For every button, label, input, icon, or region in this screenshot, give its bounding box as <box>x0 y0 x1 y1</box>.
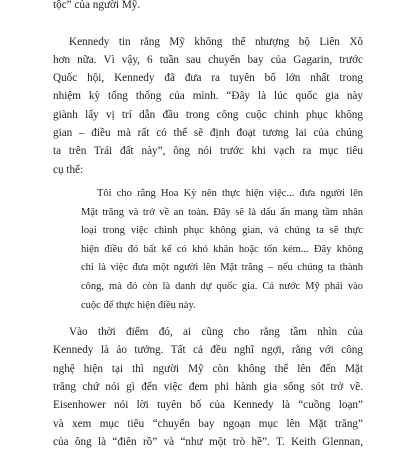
text-line: Kennedy tin rằng Mỹ không thể nhượng bộ Liên Xô <box>69 35 363 48</box>
text-line: tộc” của người Mỹ. <box>53 0 141 11</box>
text-line: Kennedy là ảo tưởng. Tất cả đều nghĩ ngợi, rằng với công <box>53 344 363 357</box>
block-quote-kennedy-speech <box>81 185 363 315</box>
text-line: Eisenhower nói lời tuyên bố của Kennedy là “cuồng loạn” <box>53 399 363 412</box>
quote-line: Tôi cho rằng Hoa Kỳ nên thực hiện việc... đưa người lên <box>97 187 363 199</box>
text-line: và xem mục tiêu “chuyến bay ngoạn mục lên Mặt trăng” <box>53 417 363 430</box>
text-line: gian – điều mà rất có thể sẽ định đoạt tương lai của chúng <box>53 127 363 140</box>
paragraph-gap <box>53 14 363 32</box>
text-line: trăng chứ nói gì đến việc đem phi hành gia sống sót trở về. <box>53 381 363 394</box>
text-line: ta trên Trái đất này”, ông nói trước khi vạch ra mục tiêu <box>53 145 363 158</box>
paragraph-public-reaction <box>53 323 363 451</box>
text-line: của ông là “điên rồ” và “như một trò hề”. T. Keith Glennan, <box>53 435 363 448</box>
quote-line: hiện điều đó bất kể có khó khăn hoặc tốn kém... Đây không <box>81 243 363 255</box>
quote-line: chỉ là việc đưa một người lên Mặt trăng – nếu chúng ta thành <box>81 262 363 274</box>
text-line: cụ thể: <box>53 163 84 176</box>
paragraph-gap <box>53 315 363 323</box>
text-line: nghệ hiện tại thì người Mỹ còn không thể lên đến Mặt <box>53 362 363 375</box>
quote-line: công, mà đó còn là danh dự quốc gia. Cả nước Mỹ phải vào <box>81 280 363 292</box>
text-line: Vào thời điểm đó, ai cũng cho rằng tầm nhìn của <box>69 326 363 339</box>
text-line: hơn nữa. Vì vậy, 6 tuần sau chuyến bay của Gagarin, trước <box>53 53 363 66</box>
text-line: nhiệm kỳ tổng thống của mình. “Đây là lúc quốc gia này <box>53 90 363 103</box>
book-page-body <box>53 0 363 451</box>
paragraph-kennedy-belief <box>53 33 363 179</box>
quote-line: cuộc để thực hiện điều này. <box>81 299 196 311</box>
paragraph-opening-fragment <box>53 0 363 14</box>
quote-line: Mặt trăng và trở về an toàn. Đây sẽ là dấu ấn mang tầm nhân <box>81 206 363 218</box>
text-line: giành lấy vị trí dẫn đầu trong công cuộc chinh phục không <box>53 108 363 121</box>
quote-line: loại trong việc chinh phục không gian, và chúng ta sẽ thực <box>81 225 363 237</box>
text-line: Quốc hội, Kennedy đã đưa ra tuyên bố lớn nhất trong <box>53 72 363 85</box>
